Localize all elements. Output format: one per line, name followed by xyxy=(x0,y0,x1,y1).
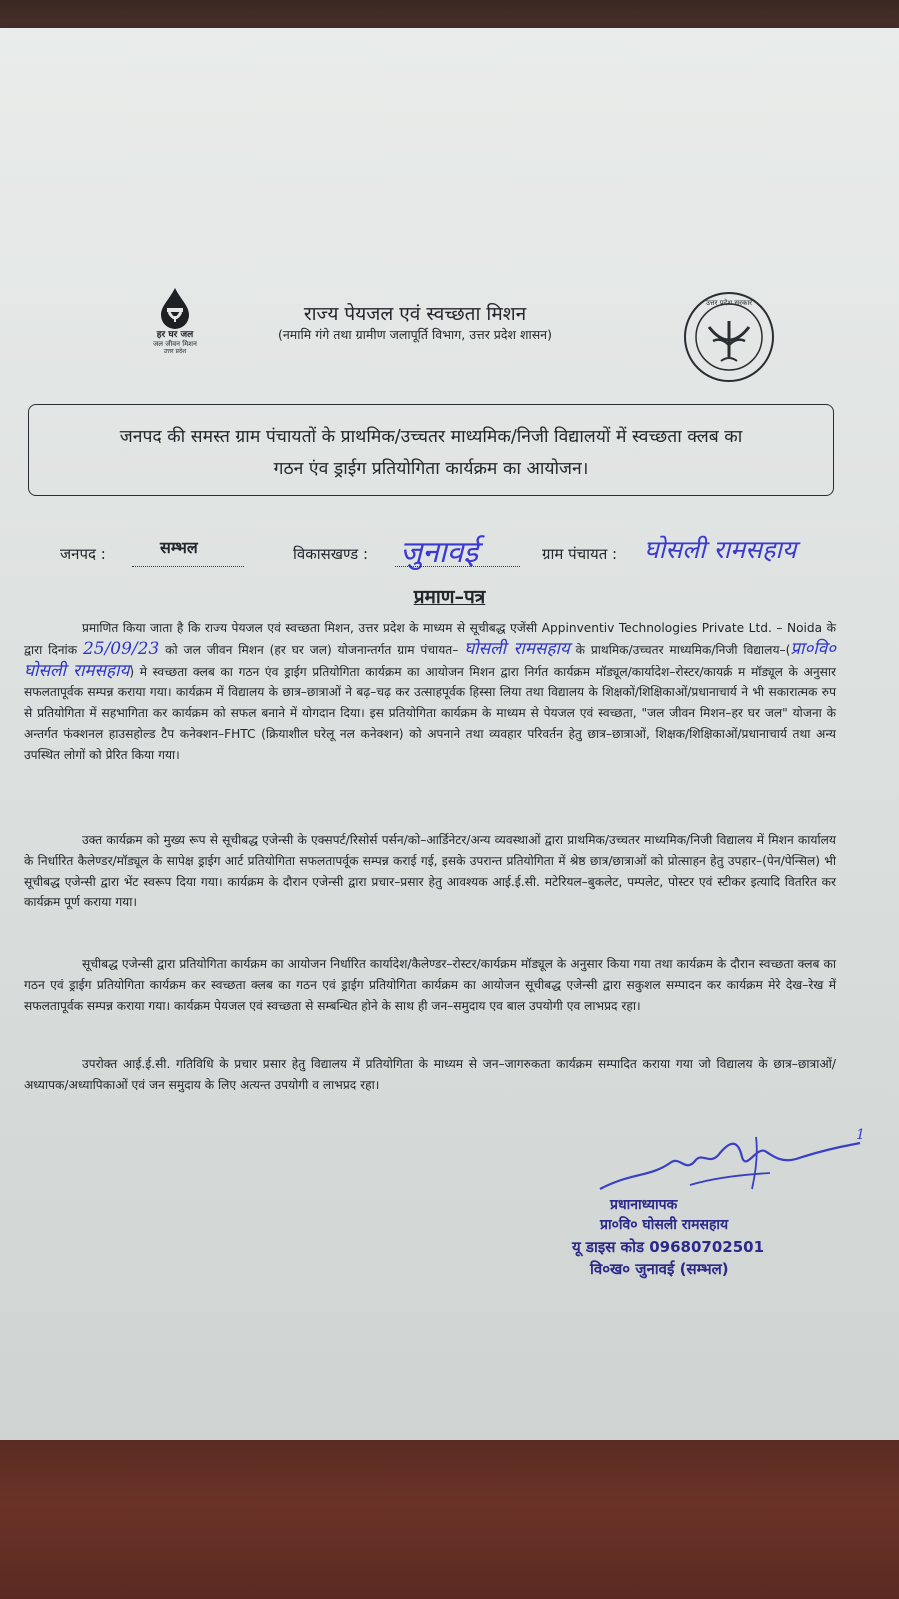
block-fill-line xyxy=(395,566,520,567)
panchayat-value: घोसली रामसहाय xyxy=(644,535,797,564)
district-value: सम्भल xyxy=(160,538,198,557)
subject-line-1: जनपद की समस्त ग्राम पंचायतों के प्राथमिक/उच्चतर माध्यमिक/निजी विद्यालयों में स्वच्छता क्लब का xyxy=(119,427,743,447)
signature-mark: 1 xyxy=(856,1127,865,1143)
seal-text: उत्तर प्रदेश सरकार xyxy=(705,299,753,307)
location-fields xyxy=(60,536,890,576)
p1-text-c: के प्राथमिक/उच्चतर माध्यमिक/निजी विद्यालय–( xyxy=(575,642,791,657)
p4-text: उपरोक्त आई.ई.सी. गतिविधि के प्रचार प्रसार हेतु विद्यालय में प्रतियोगिता के माध्यम से जन–जागरुकता कार्यक्रम सम्पादित कराया गया जो विद्यालय के छात्र–छात्राओं/अध्यापक/अध्यापिकाओं एवं जन समुदाय के लिए अत्यन्त उपयोगी व लाभप्रद रहा। xyxy=(24,1057,836,1092)
logo-text-3: उत्तर प्रदेश xyxy=(163,348,187,355)
p3-text: सूचीबद्ध एजेन्सी द्वारा प्रतियोगिता कार्यक्रम का आयोजन निर्धारित कार्यादेश/कैलेण्डर–रोस्टर/कार्यक्रम मॉड्यूल के अनुसार किया गया तथा कार्यक्रम के दौरान स्वच्छता क्लब का गठन एवं ड्राईग प्रतियोगिता कार्यक्रम कर स्वच्छता क्लब का गठन एवं ड्राईग प्रतियोगिता कार्यक्रम का आयोजन सूचीबद्ध एजेन्सी द्वारा सकुशल सम्पादन कर कार्यक्रम मेरे देख–रेख में सफलतापूर्वक सम्पन्न कराया गया। कार्यक्रम पेयजल एवं स्वच्छता से सम्बन्धित होने के साथ ही जन–समुदाय एव बाल उपयोगी एव लाभप्रद रहा। xyxy=(24,957,836,1013)
handwritten-signature xyxy=(560,1133,880,1203)
p2-text: उक्त कार्यक्रम को मुख्य रूप से सूचीबद्ध एजेन्सी के एक्सपर्ट/रिसोर्स पर्सन/को–आर्डिनेटर/अन्य व्यवस्थाओं द्वारा प्राथमिक/उच्चतर माध्यमिक/निजी विद्यालय में मिशन कार्यालय के निर्धारित कैलेण्डर/मॉड्यूल के सापेक्ष ड्राईग आर्ट प्रतियोगिता सफलतापर्वूक सम्पन्न कराई गई, इसके उपरान्त प्रतियोगिता में श्रेष्ठ छात्र/छात्राओं को प्रोत्साहन हेतु उपहार–(पेन/पेन्सिल) भी सूचीबद्ध एजेन्सी द्वारा भेंट स्वरूप दिया गया। कार्यक्रम के दौरान एजेन्सी द्वारा प्रचार–प्रसार हेतु आवश्यक आई.ई.सी. मटेरियल–बुकलेट, पम्पलेट, पोस्टर एवं स्टीकर इत्यादि वितरित कर कार्यक्रम पूर्ण कराया गया। xyxy=(24,833,836,910)
signature-block xyxy=(560,1127,880,1278)
stamp-block: वि०ख० जुनावई (सम्भल) xyxy=(590,1260,729,1278)
background-bottom xyxy=(0,1440,899,1599)
stamp-school: प्रा०वि० घोसली रामसहाय xyxy=(600,1217,729,1233)
school-value: प्रा०वि० घोसली रामसहाय xyxy=(24,638,836,681)
district-fill-line xyxy=(132,566,244,567)
header-subtitle: (नमामि गंगे तथा ग्रामीण जलापूर्ति विभाग, उत्तर प्रदेश शासन) xyxy=(277,327,552,342)
subject-line-2: गठन एंव ड्राईग प्रतियोगिता कार्यक्रम का आयोजन। xyxy=(273,459,589,479)
stamp-designation: प्रधानाध्यापक xyxy=(610,1197,678,1213)
certificate-sheet xyxy=(0,28,899,1446)
header-title: राज्य पेयजल एवं स्वच्छता मिशन xyxy=(303,303,527,325)
block-label: विकासखण्ड : xyxy=(293,545,369,563)
panchayat-label: ग्राम पंचायत : xyxy=(542,545,618,563)
up-government-seal xyxy=(683,291,775,387)
paragraph-4 xyxy=(24,1054,836,1096)
panchayat-inline-value: घोसली रामसहाय xyxy=(464,638,570,659)
p1-text-b: को जल जीवन मिशन (हर घर जल) योजनान्तर्गत ग्राम पंचायत– xyxy=(165,642,459,657)
block-value: जुनावई xyxy=(400,535,479,570)
p1-text-d: ) मे स्वच्छता क्लब का गठन एंव ड्राईग प्रतियोगिता कार्यक्रम का आयोजन मिशन द्वारा निर्गत कार्यक्रम मॉड्यूल/कार्यादेश–रोस्टर/कायर्क्र म मॉड्यूल के अनुसार सफलतापूर्वक सम्पन्न कराया गया। कार्यक्रम में विद्यालय के छात्र–छात्राओं ने बढ़–चढ़ कर उत्साहपूर्वक हिस्सा लिया तथा विद्यालय के शिक्षकों/शिक्षिकाओं/प्रधानाचार्य ने भी सकारात्मक रुप से प्रतियोगिता में सहभागिता कर कार्यक्रम को सफल बनाने में योगदान दिया। इस प्रतियोगिता कार्यक्रम के माध्यम से पेयजल एवं स्वच्छता, "जल जीवन मिशन–हर घर जल" योजना के अन्तर्गत फंक्शनल हाउसहोल्ड टैप कनेक्शन–FHTC (क्रियाशील घरेलू नल कनेक्शन) को अपनाने तथा व्यवहार परिवर्तन हेतु छात्र–छात्राओं, शिक्षक/शिक्षिकाओं/प्रधानाचार्य तथा अन्य उपस्थित लोगों को प्रेरित किया गया। xyxy=(24,664,836,762)
paragraph-2 xyxy=(24,830,836,913)
paragraph-1 xyxy=(24,618,836,766)
water-drop-icon xyxy=(155,286,195,330)
date-value: 25/09/23 xyxy=(82,638,160,659)
certificate-heading: प्रमाण–पत्र xyxy=(413,586,486,608)
stamp-udise-code: यू डाइस कोड 09680702501 xyxy=(572,1238,765,1256)
logo-text-2: जल जीवन मिशन xyxy=(153,340,197,348)
p1-text-a: प्रमाणित किया जाता है कि राज्य पेयजल एवं स्वच्छता मिशन, उत्तर प्रदेश के माध्यम से सूचीबद्ध एजेंसी Appinventiv Technologies Private Ltd. – Noida के द्वारा दिनांक xyxy=(24,621,836,657)
paragraph-3 xyxy=(24,954,836,1016)
logo-text-1: हर घर जल xyxy=(156,330,194,340)
district-label: जनपद : xyxy=(60,545,106,563)
subject-box xyxy=(28,404,834,496)
